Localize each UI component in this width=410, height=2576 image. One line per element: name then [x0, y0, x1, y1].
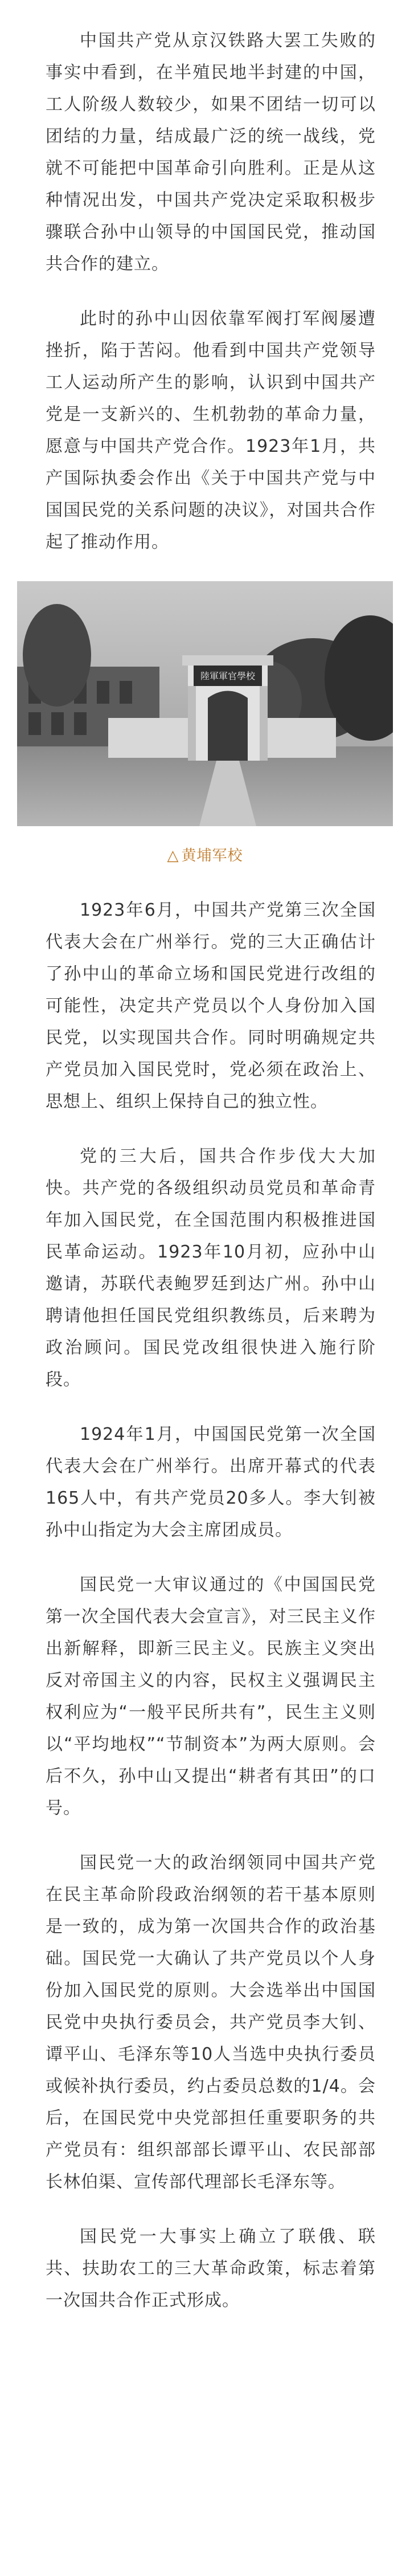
whampoa-gate-photo: [17, 581, 393, 826]
gate-sign-text: 陸軍軍官學校: [200, 671, 256, 681]
article-paragraph: 1924年1月，中国国民党第一次全国代表大会在广州举行。出席开幕式的代表165人中，有共产党员20多人。李大钊被孙中山指定为大会主席团成员。: [46, 1424, 376, 1540]
article-paragraph: 国民党一大的政治纲领同中国共产党在民主革命阶段政治纲领的若干基本原则是一致的，成为第一次国共合作的政治基础。国民党一大确认了共产党员以个人身份加入国民党的原则。大会选举出中国国民党中央执行委员会，共产党员李大钊、谭平山、毛泽东等10人当选中央执行委员或候补执行委员，约占委员总数的1/4。会后，在国民党中央党部担任重要职务的共产党员有：组织部部长谭平山、农民部部长林伯渠、宣传部代理部长毛泽东等。: [46, 1853, 376, 2192]
article-paragraph: 中国共产党从京汉铁路大罢工失败的事实中看到，在半殖民地半封建的中国，工人阶级人数较少，如果不团结一切可以团结的力量，结成最广泛的统一战线，党就不可能把中国革命引向胜利。正是从这种情况出发，中国共产党决定采取积极步骤联合孙中山领导的中国国民党，推动国共合作的建立。: [46, 31, 376, 274]
article-paragraph: 国民党一大事实上确立了联俄、联共、扶助农工的三大革命政策，标志着第一次国共合作正式形成。: [46, 2227, 376, 2310]
photo-caption: [0, 844, 410, 867]
article-paragraph: 此时的孙中山因依靠军阀打军阀屡遭挫折，陷于苦闷。他看到中国共产党领导工人运动所产生的影响，认识到中国共产党是一支新兴的、生机勃勃的革命力量，愿意与中国共产党合作。1923年1月，共产国际执委会作出《关于中国共产党与中国国民党的关系问题的决议》，对国共合作起了推动作用。: [46, 309, 376, 552]
article-paragraph: 国民党一大审议通过的《中国国民党第一次全国代表大会宣言》，对三民主义作出新解释，即新三民主义。民族主义突出反对帝国主义的内容，民权主义强调民主权利应为“一般平民所共有”，民生主义则以“平均地权”“节制资本”为两大原则。会后不久，孙中山又提出“耕者有其田”的口号。: [46, 1575, 376, 1818]
triangle-icon: △: [167, 847, 179, 864]
article-paragraph: 党的三大后，国共合作步伐大大加快。共产党的各级组织动员党员和革命青年加入国民党，在全国范围内积极推进国民革命运动。1923年10月初，应孙中山邀请，苏联代表鲍罗廷到达广州。孙中山聘请他担任国民党组织教练员，后来聘为政治顾问。国民党改组很快进入施行阶段。: [46, 1146, 376, 1390]
article-paragraph: 1923年6月，中国共产党第三次全国代表大会在广州举行。党的三大正确估计了孙中山的革命立场和国民党进行改组的可能性，决定共产党员以个人身份加入国民党，以实现国共合作。同时明确规定共产党员加入国民党时，党必须在政治上、思想上、组织上保持自己的独立性。: [46, 900, 376, 1112]
historical-photo: [17, 581, 393, 826]
photo-caption-text: 黄埔军校: [181, 847, 243, 864]
